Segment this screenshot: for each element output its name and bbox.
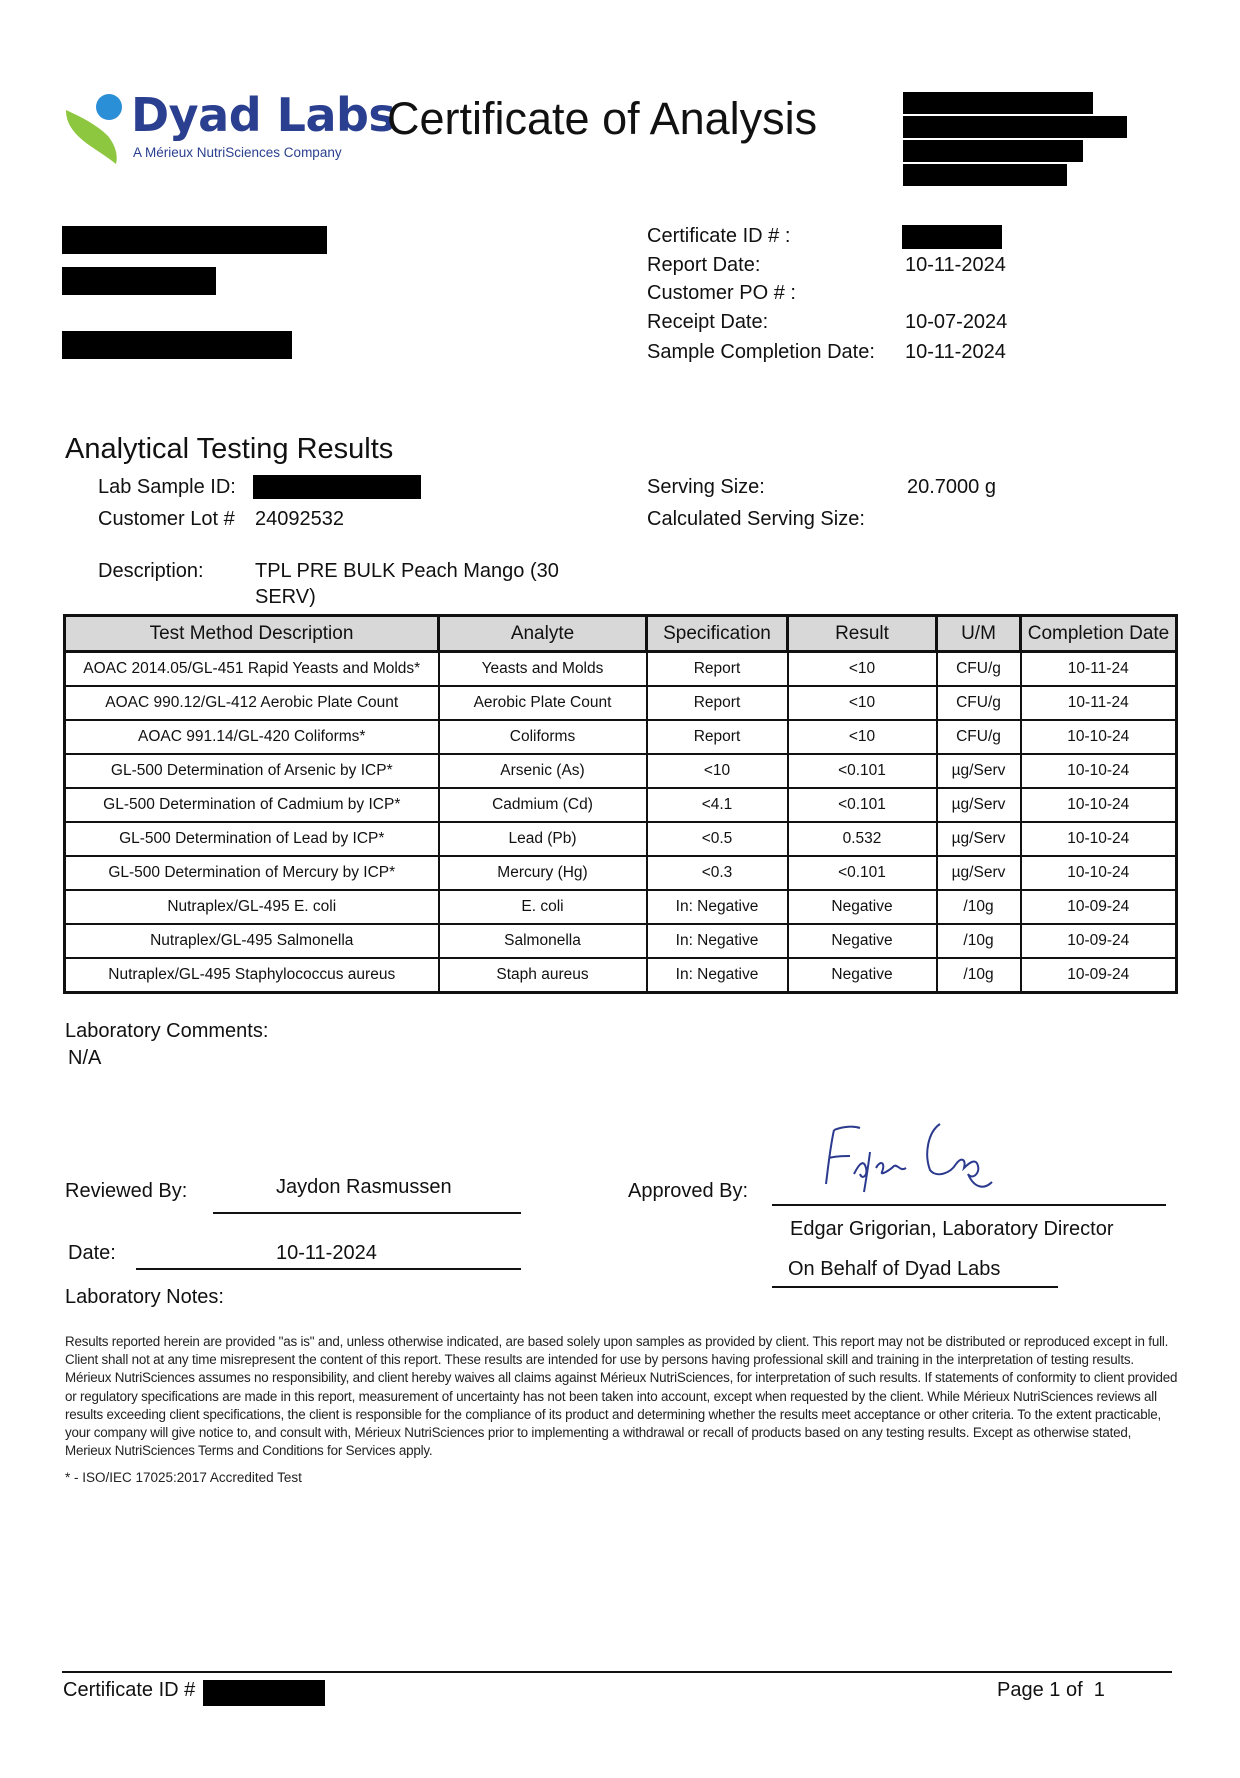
table-row: [65, 890, 1177, 924]
brand-name: Dyad Labs: [131, 88, 396, 142]
unit-cell: CFU/g: [937, 686, 1021, 720]
unit-cell: /10g: [937, 890, 1021, 924]
reviewed-by-name: Jaydon Rasmussen: [276, 1176, 452, 1198]
accreditation-note: * - ISO/IEC 17025:2017 Accredited Test: [65, 1470, 302, 1485]
analyte-cell: Mercury (Hg): [439, 856, 647, 890]
result-cell: <0.101: [788, 788, 937, 822]
table-row: [65, 856, 1177, 890]
column-header: Completion Date: [1021, 616, 1177, 652]
analyte-cell: Arsenic (As): [439, 754, 647, 788]
table-row: [65, 958, 1177, 993]
reviewed-by-label: Reviewed By:: [65, 1180, 188, 1202]
calc-serving-size-label: Calculated Serving Size:: [647, 508, 865, 530]
result-cell: <10: [788, 686, 937, 720]
brand-tagline: A Mérieux NutriSciences Company: [133, 145, 342, 160]
sample-completion-label: Sample Completion Date:: [647, 341, 875, 363]
notes-text: Results reported herein are provided "as is" and, unless otherwise indicated, are based solely upon samples as provided by client. This report may not be distributed or reproduced except in full. Client shall not at any time misrepresent the content of this report. These results are intended for use by persons having professional skill and training in the interpretation of testing results. Mérieux NutriSciences assumes no responsibility, and client hereby waives all claims against Mérieux NutriSciences, for interpretation of such results. If statements of conformity to client provided or regulatory specifications are made in this report, measurement of uncertainty has not been taken into account, except when requested by the client. While Mérieux NutriSciences reviews all results exceeding client specifications, the client is responsible for the compliance of its product and determining whether the results meet acceptance or other criteria. To the extent practicable, your company will give notice to, and consult with, Mérieux NutriSciences prior to implementing a withdrawal or recall of products based on any testing results. Except as otherwise stated, Merieux NutriSciences Terms and Conditions for Services apply.: [65, 1334, 1178, 1459]
analyte-cell: Salmonella: [439, 924, 647, 958]
page-number: Page 1 of 1: [997, 1679, 1105, 1701]
method-cell: AOAC 2014.05/GL-451 Rapid Yeasts and Molds*: [65, 652, 439, 687]
result-cell: Negative: [788, 924, 937, 958]
table-row: [65, 788, 1177, 822]
analyte-cell: Cadmium (Cd): [439, 788, 647, 822]
method-cell: Nutraplex/GL-495 Salmonella: [65, 924, 439, 958]
redacted-block: [62, 267, 216, 295]
leaf-logo-icon: [64, 92, 126, 164]
date-value: 10-11-2024: [276, 1242, 377, 1264]
method-cell: Nutraplex/GL-495 Staphylococcus aureus: [65, 958, 439, 993]
analyte-cell: Yeasts and Molds: [439, 652, 647, 687]
specification-cell: In: Negative: [647, 924, 788, 958]
specification-cell: <10: [647, 754, 788, 788]
unit-cell: CFU/g: [937, 652, 1021, 687]
redacted-block: [62, 226, 327, 254]
serving-size-value: 20.7000 g: [907, 476, 996, 498]
results-heading: Analytical Testing Results: [65, 433, 394, 465]
method-cell: GL-500 Determination of Mercury by ICP*: [65, 856, 439, 890]
analyte-cell: Coliforms: [439, 720, 647, 754]
signature-icon: [820, 1118, 1000, 1198]
completion-date-cell: 10-10-24: [1021, 822, 1177, 856]
serving-size-label: Serving Size:: [647, 476, 765, 498]
completion-date-cell: 10-10-24: [1021, 754, 1177, 788]
redacted-lab-sample-id: [253, 475, 421, 499]
specification-cell: <4.1: [647, 788, 788, 822]
approver-name: Edgar Grigorian, Laboratory Director: [790, 1218, 1114, 1240]
footer-certificate-id-label: Certificate ID #: [63, 1679, 196, 1701]
column-header: Analyte: [439, 616, 647, 652]
results-table: [63, 614, 1178, 994]
customer-lot-label: Customer Lot #: [98, 508, 235, 530]
method-cell: Nutraplex/GL-495 E. coli: [65, 890, 439, 924]
unit-cell: µg/Serv: [937, 822, 1021, 856]
description-label: Description:: [98, 560, 204, 582]
method-cell: AOAC 991.14/GL-420 Coliforms*: [65, 720, 439, 754]
unit-cell: µg/Serv: [937, 788, 1021, 822]
analyte-cell: Staph aureus: [439, 958, 647, 993]
analyte-cell: Aerobic Plate Count: [439, 686, 647, 720]
specification-cell: In: Negative: [647, 890, 788, 924]
result-cell: <0.101: [788, 856, 937, 890]
completion-date-cell: 10-10-24: [1021, 856, 1177, 890]
receipt-date-value: 10-07-2024: [905, 311, 1008, 333]
specification-cell: In: Negative: [647, 958, 788, 993]
completion-date-cell: 10-09-24: [1021, 924, 1177, 958]
unit-cell: µg/Serv: [937, 856, 1021, 890]
analyte-cell: Lead (Pb): [439, 822, 647, 856]
redacted-block: [62, 331, 292, 359]
sample-completion-value: 10-11-2024: [905, 341, 1006, 363]
approver-org-line: [772, 1286, 1058, 1288]
description-line-2: SERV): [255, 586, 316, 608]
table-row: [65, 652, 1177, 687]
report-date-label: Report Date:: [647, 254, 761, 276]
approved-by-label: Approved By:: [628, 1180, 749, 1202]
certificate-id-label: Certificate ID # :: [647, 225, 791, 247]
unit-cell: /10g: [937, 924, 1021, 958]
redacted-block: [903, 164, 1067, 186]
column-header: Test Method Description: [65, 616, 439, 652]
report-date-value: 10-11-2024: [905, 254, 1006, 276]
method-cell: GL-500 Determination of Lead by ICP*: [65, 822, 439, 856]
method-cell: GL-500 Determination of Arsenic by ICP*: [65, 754, 439, 788]
table-header-row: [65, 616, 1177, 652]
footer-divider: [62, 1671, 1172, 1673]
redacted-block: [903, 92, 1093, 114]
completion-date-cell: 10-09-24: [1021, 958, 1177, 993]
date-label: Date:: [68, 1242, 116, 1264]
receipt-date-label: Receipt Date:: [647, 311, 769, 333]
customer-lot-value: 24092532: [255, 508, 344, 530]
table-row: [65, 720, 1177, 754]
completion-date-cell: 10-11-24: [1021, 686, 1177, 720]
unit-cell: CFU/g: [937, 720, 1021, 754]
table-row: [65, 754, 1177, 788]
specification-cell: Report: [647, 652, 788, 687]
unit-cell: /10g: [937, 958, 1021, 993]
table-row: [65, 924, 1177, 958]
notes-label: Laboratory Notes:: [65, 1286, 224, 1308]
result-cell: Negative: [788, 958, 937, 993]
analyte-cell: E. coli: [439, 890, 647, 924]
specification-cell: <0.5: [647, 822, 788, 856]
unit-cell: µg/Serv: [937, 754, 1021, 788]
result-cell: <0.101: [788, 754, 937, 788]
approved-by-line: [772, 1204, 1166, 1206]
redacted-block: [903, 140, 1083, 162]
method-cell: GL-500 Determination of Cadmium by ICP*: [65, 788, 439, 822]
description-line-1: TPL PRE BULK Peach Mango (30: [255, 560, 559, 582]
table-row: [65, 686, 1177, 720]
lab-sample-id-label: Lab Sample ID:: [98, 476, 236, 498]
completion-date-cell: 10-10-24: [1021, 720, 1177, 754]
column-header: Result: [788, 616, 937, 652]
column-header: Specification: [647, 616, 788, 652]
comments-label: Laboratory Comments:: [65, 1020, 269, 1042]
redacted-certificate-id: [902, 225, 1002, 249]
column-header: U/M: [937, 616, 1021, 652]
approver-org: On Behalf of Dyad Labs: [788, 1258, 1001, 1280]
date-line: [136, 1268, 521, 1270]
comments-value: N/A: [68, 1047, 102, 1069]
completion-date-cell: 10-11-24: [1021, 652, 1177, 687]
table-row: [65, 822, 1177, 856]
specification-cell: Report: [647, 686, 788, 720]
result-cell: <10: [788, 720, 937, 754]
result-cell: 0.532: [788, 822, 937, 856]
customer-po-label: Customer PO # :: [647, 282, 796, 304]
document-title: Certificate of Analysis: [387, 93, 818, 144]
specification-cell: Report: [647, 720, 788, 754]
redacted-footer-certificate-id: [203, 1680, 325, 1706]
method-cell: AOAC 990.12/GL-412 Aerobic Plate Count: [65, 686, 439, 720]
completion-date-cell: 10-09-24: [1021, 890, 1177, 924]
specification-cell: <0.3: [647, 856, 788, 890]
redacted-block: [903, 116, 1127, 138]
result-cell: <10: [788, 652, 937, 687]
reviewed-by-line: [213, 1212, 521, 1214]
result-cell: Negative: [788, 890, 937, 924]
completion-date-cell: 10-10-24: [1021, 788, 1177, 822]
